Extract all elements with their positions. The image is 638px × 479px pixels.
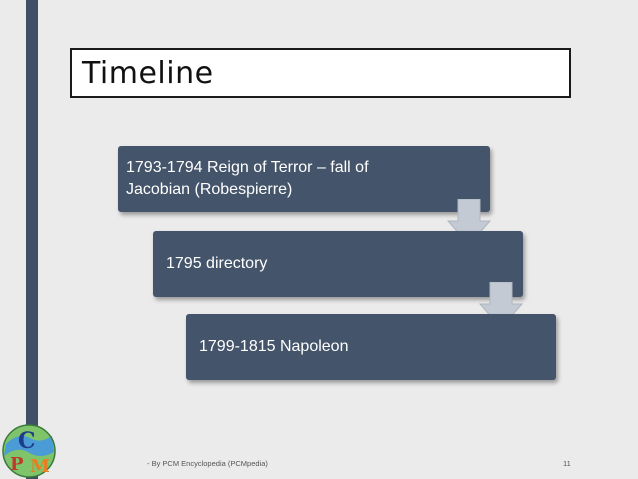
- footer-credit: - By PCM Encyclopedia (PCMpedia): [147, 459, 268, 468]
- svg-text:M: M: [30, 456, 50, 477]
- timeline-step-2: [153, 231, 523, 297]
- timeline-step-3-label: 1799-1815 Napoleon: [199, 338, 349, 355]
- svg-text:C: C: [18, 428, 36, 454]
- timeline-step-3: [186, 314, 556, 380]
- page-number: 11: [563, 459, 571, 468]
- timeline-step-1-label: 1793-1794 Reign of Terror – fall of Jacobian (Robespierre): [126, 159, 369, 198]
- slide-title: Timeline: [82, 55, 214, 91]
- timeline-step-1: [118, 146, 490, 212]
- timeline-step-2-label: 1795 directory: [166, 255, 268, 272]
- svg-text:P: P: [10, 454, 24, 475]
- pcm-logo-icon: [0, 422, 58, 479]
- title-box: [70, 48, 571, 98]
- left-accent-bar: [26, 0, 38, 479]
